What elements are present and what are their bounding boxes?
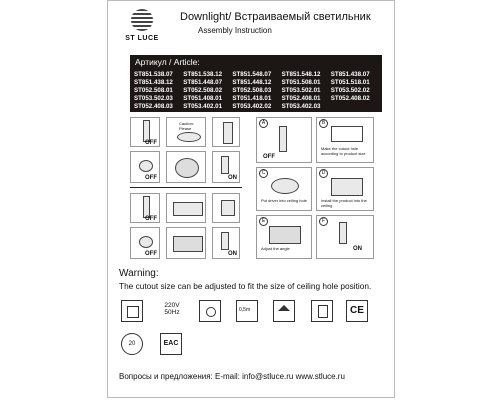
step-diagram-power-off-b: [130, 193, 160, 223]
article-label: Артикул / Article:: [135, 57, 200, 67]
step-diagram-double-frame: [166, 193, 206, 223]
step-diagram-double-frame-b: [166, 227, 206, 259]
frequency-value: 50Hz: [164, 309, 180, 316]
article-code: ST051.508.01: [281, 79, 321, 86]
ce-mark-icon: CE: [346, 300, 368, 322]
note-cutout: Make the cutout hole according to product size: [321, 146, 366, 156]
article-codes: [134, 71, 380, 111]
class-ii-insulation-icon: [121, 300, 143, 322]
brand-name: ST LUCE: [125, 35, 159, 42]
step-number: E: [259, 217, 268, 226]
step-diagram-e: [256, 215, 312, 259]
step-diagram-a: [256, 117, 312, 163]
step-diagram-b: [316, 117, 374, 163]
warning-title: Warning:: [119, 268, 159, 279]
step-number: C: [259, 169, 268, 178]
article-code: ST051.408.01: [183, 95, 223, 102]
off-label-5: OFF: [263, 154, 275, 160]
step-number: B: [319, 119, 328, 128]
distance-value: 0,5m: [239, 307, 251, 313]
step-diagram-spring: [212, 193, 240, 223]
note-driver: Put driver into ceiling hole: [261, 198, 307, 203]
off-label-4: OFF: [145, 251, 157, 257]
article-code: ST851.438.12: [134, 79, 173, 86]
article-code: ST052.508.03: [232, 87, 272, 94]
article-code: ST052.508.02: [183, 87, 223, 94]
warning-text: The cutout size can be adjusted to fit the size of ceiling hole position.: [119, 281, 372, 291]
step-number: A: [259, 119, 268, 128]
step-diagram-c: [256, 167, 312, 211]
note-install: Install the product into the ceiling: [321, 198, 367, 208]
article-code: ST053.402.02: [232, 103, 272, 110]
section-divider: [130, 187, 242, 188]
logo-mark-icon: [131, 9, 153, 31]
weee-bin-icon: [311, 300, 333, 322]
step-diagram-light-off: [130, 151, 160, 183]
step-diagram-bracket: [212, 117, 240, 147]
eac-mark-icon: EAC: [160, 333, 182, 355]
off-label: OFF: [145, 140, 157, 146]
off-label-2: OFF: [145, 175, 157, 181]
indoor-use-icon: [273, 300, 295, 322]
document-title: Downlight/ Встраиваемый светильник: [180, 11, 371, 23]
step-diagram-power-off: [130, 117, 160, 147]
article-code: ST052.508.01: [134, 87, 173, 94]
document-subtitle: Assembly Instruction: [198, 26, 272, 35]
on-label-2: ON: [228, 251, 237, 257]
voltage-value: 220V: [164, 302, 180, 309]
brand-logo: [118, 9, 166, 49]
step-diagram-ring: [166, 151, 206, 183]
step-diagram-d: [316, 167, 374, 211]
article-code: ST053.402.03: [281, 103, 321, 110]
off-label-3: OFF: [145, 216, 157, 222]
article-code: ST851.548.07: [232, 71, 272, 78]
voltage-spec: [160, 302, 184, 316]
caution-note: Caution: Please: [179, 121, 194, 131]
step-diagram-light-on: [212, 151, 240, 183]
step-diagram-caution: [166, 117, 206, 147]
article-code: ST053.402.01: [183, 103, 223, 110]
step-number: D: [319, 169, 328, 178]
article-list: [130, 55, 382, 112]
article-code: ST051.418.01: [232, 95, 272, 102]
article-code: ST052.408.03: [134, 103, 173, 110]
on-label: ON: [228, 175, 237, 181]
step-number: F: [319, 217, 328, 226]
distance-icon: [236, 300, 258, 322]
article-code: ST851.538.12: [183, 71, 223, 78]
article-code: ST851.448.07: [183, 79, 223, 86]
article-code: ST851.438.07: [330, 71, 370, 78]
on-label-3: ON: [353, 246, 362, 252]
article-code: ST053.502.01: [281, 87, 321, 94]
step-diagram-light-on-b: [212, 227, 240, 259]
note-angle: Adjust the angle: [261, 246, 290, 251]
instruction-sheet: [107, 0, 395, 398]
article-code: ST053.502.03: [134, 95, 173, 102]
article-code: ST851.448.12: [232, 79, 272, 86]
recycle-icon: 20: [121, 333, 143, 355]
article-code: ST051.518.01: [330, 79, 370, 86]
lamp-icon: [199, 300, 221, 322]
contact-info: Вопросы и предложения: E-mail: info@stluce.ru www.stluce.ru: [119, 372, 345, 381]
article-code: ST052.408.02: [330, 95, 370, 102]
article-code: ST052.408.01: [281, 95, 321, 102]
article-code: ST851.538.07: [134, 71, 173, 78]
step-diagram-light-off-b: [130, 227, 160, 259]
article-code: ST053.502.02: [330, 87, 370, 94]
article-code: ST851.548.12: [281, 71, 321, 78]
step-diagram-f: [316, 215, 374, 259]
